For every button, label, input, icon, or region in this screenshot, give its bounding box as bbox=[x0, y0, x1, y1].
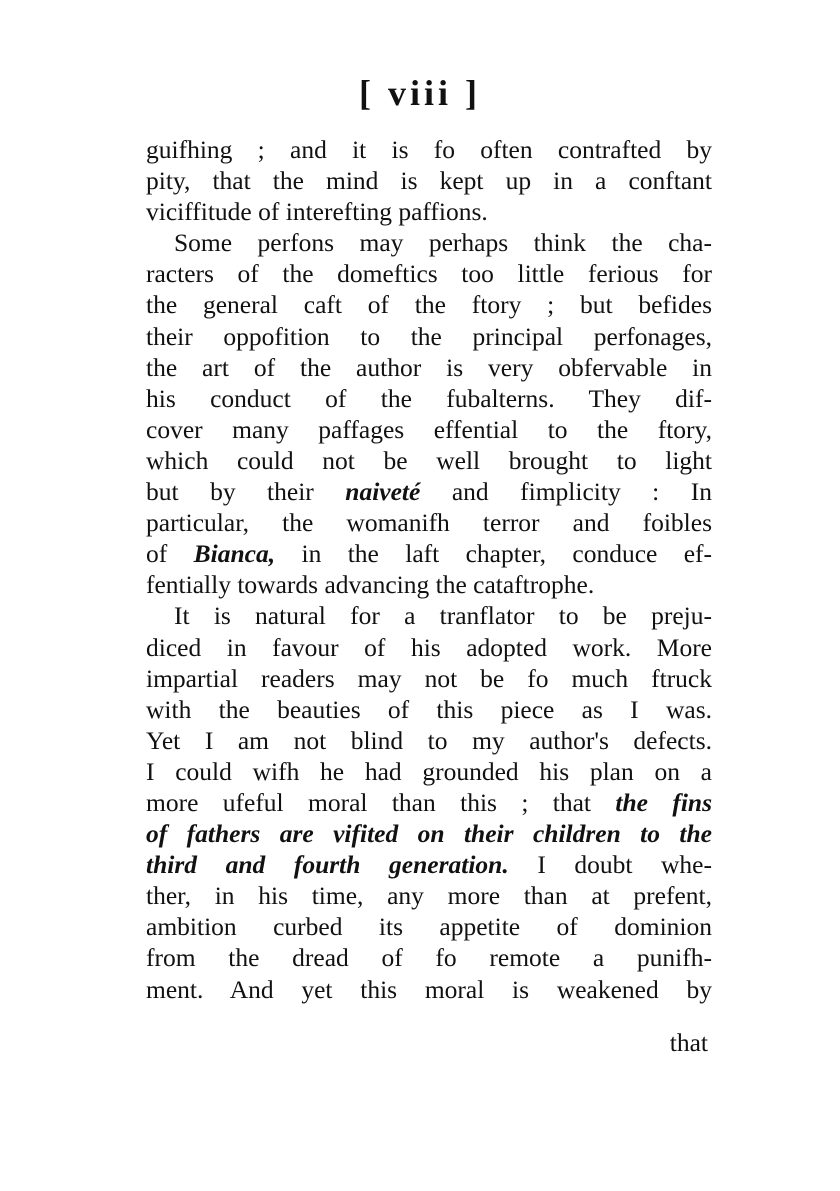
catchword: that bbox=[669, 1028, 708, 1057]
line-text: fentially towards advancing the cataftrophe. bbox=[146, 570, 595, 600]
text-line bbox=[146, 258, 712, 289]
line-text: impartial readers may not be fo much ftruck bbox=[146, 663, 712, 693]
line-text: viciffitude of interefting paffions. bbox=[146, 197, 488, 227]
line-text: from the dread of fo remote a punifh- bbox=[146, 943, 712, 973]
text-line bbox=[146, 476, 712, 507]
line-text-after: in the laft chapter, conduce ef- bbox=[301, 539, 713, 569]
line-text: Yet I am not blind to my author's defects. bbox=[146, 725, 712, 755]
text-line bbox=[146, 538, 712, 569]
text-line bbox=[146, 911, 712, 942]
text-line bbox=[146, 227, 712, 258]
italic-text: Bianca, bbox=[193, 539, 276, 569]
text-line bbox=[146, 352, 712, 383]
line-text: particular, the womanifh terror and foibles bbox=[146, 508, 712, 538]
text-line bbox=[146, 134, 712, 165]
italic-text: of fathers are vifited on their children to the bbox=[146, 819, 712, 849]
line-text: ambition curbed its appetite of dominion bbox=[146, 912, 712, 942]
text-line bbox=[146, 414, 712, 445]
line-text: more ufeful moral than this ; that bbox=[146, 787, 591, 817]
line-text: guifhing ; and it is fo often contrafted by bbox=[146, 135, 712, 164]
line-text: which could not be well brought to light bbox=[146, 445, 712, 475]
text-line bbox=[146, 289, 712, 320]
line-text: the art of the author is very obfervable in bbox=[146, 352, 712, 382]
text-line bbox=[146, 383, 712, 414]
text-line bbox=[146, 321, 712, 352]
italic-text: the fins bbox=[615, 787, 713, 817]
line-text: cover many paffages effential to the ftory, bbox=[146, 414, 712, 444]
text-line bbox=[146, 663, 712, 694]
text-line bbox=[146, 569, 712, 600]
text-line bbox=[146, 756, 712, 787]
italic-text: naiveté bbox=[345, 477, 421, 507]
line-text: Some perfons may perhaps think the cha- bbox=[174, 228, 712, 258]
line-text: his conduct of the fubalterns. They dif- bbox=[146, 383, 712, 413]
italic-text: third and fourth generation. bbox=[146, 850, 509, 880]
line-text: diced in favour of his adopted work. More bbox=[146, 632, 712, 662]
text-line bbox=[146, 445, 712, 476]
line-text: but by their bbox=[146, 477, 314, 507]
text-line bbox=[146, 694, 712, 725]
text-line bbox=[146, 880, 712, 911]
line-text-after: and fimplicity : In bbox=[451, 477, 712, 507]
text-line bbox=[146, 632, 712, 663]
line-text: ther, in his time, any more than at prefent, bbox=[146, 881, 712, 911]
line-text: with the beauties of this piece as I was. bbox=[146, 694, 712, 724]
text-line bbox=[146, 725, 712, 756]
text-line bbox=[146, 818, 712, 849]
text-line bbox=[146, 507, 712, 538]
text-line bbox=[146, 600, 712, 631]
line-text: I could wifh he had grounded his plan on a bbox=[146, 756, 712, 786]
line-text: ment. And yet this moral is weakened by bbox=[146, 974, 712, 1004]
text-line bbox=[146, 196, 712, 227]
text-line bbox=[146, 974, 712, 1005]
line-text: the general caft of the ftory ; but befides bbox=[146, 290, 712, 320]
line-text-after: I doubt whe- bbox=[537, 850, 712, 880]
text-line bbox=[146, 165, 712, 196]
text-line bbox=[146, 849, 712, 880]
line-text: of bbox=[146, 539, 168, 569]
line-text: their oppofition to the principal perfonages, bbox=[146, 321, 712, 351]
line-text: It is natural for a tranflator to be preju- bbox=[174, 601, 712, 631]
text-line bbox=[146, 787, 712, 818]
text-line bbox=[146, 942, 712, 973]
body-text bbox=[146, 134, 712, 1005]
page-number: [ viii ] bbox=[359, 73, 481, 113]
line-text: pity, that the mind is kept up in a conftant bbox=[146, 166, 712, 196]
line-text: racters of the domeftics too little ferious for bbox=[146, 259, 712, 289]
